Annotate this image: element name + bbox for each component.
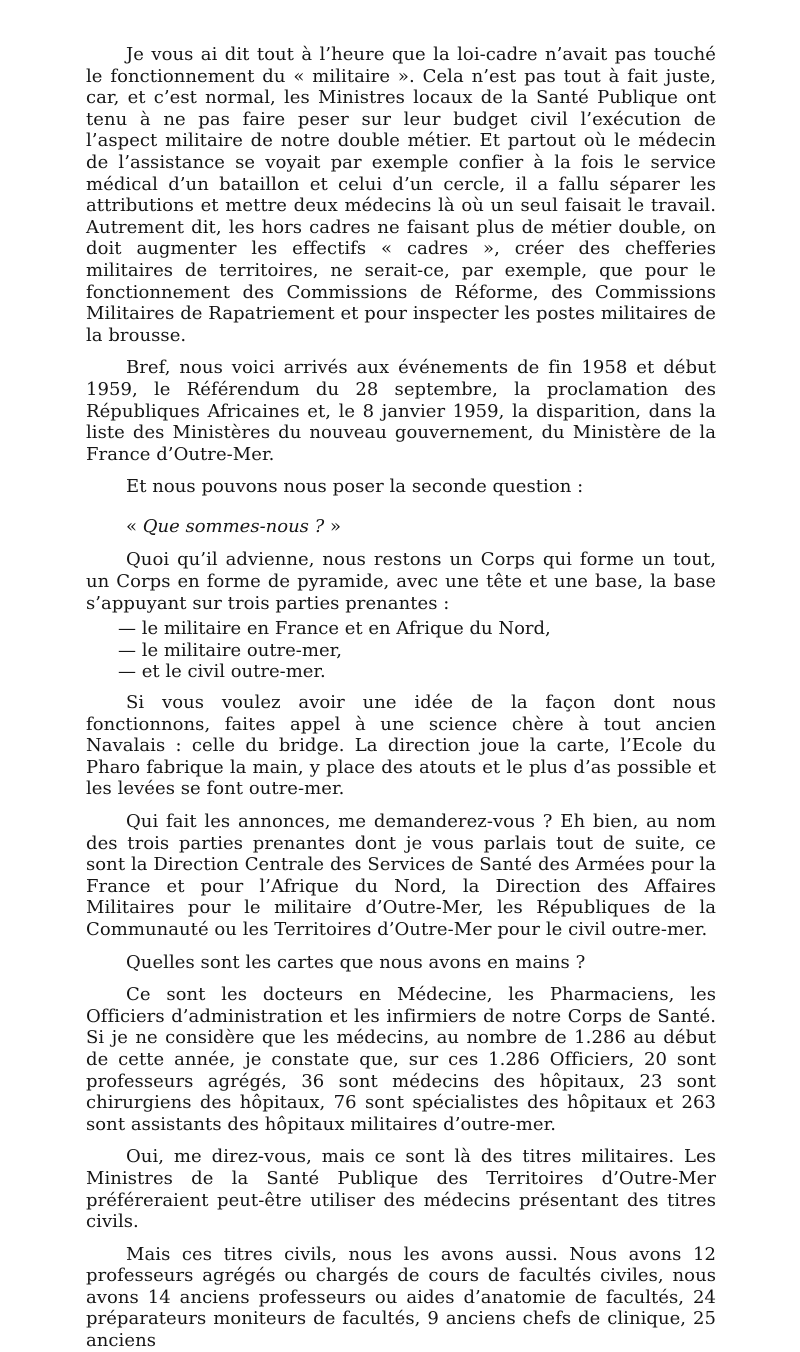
question-close-quote: » — [330, 515, 342, 537]
list-item: — le militaire outre-mer, — [118, 639, 342, 661]
list-item: — le militaire en France et en Afrique du Nord, — [118, 618, 551, 640]
paragraph-titres-civils: Mais ces titres civils, nous les avons aussi. Nous avons 12 professeurs agrégés ou chargés de cours de facultés civiles, nous avons 14 anciens professeurs ou aides d’anatomie de facultés, 24 préparateurs moniteurs de facultés, 9 anciens chefs de clinique, 25 anciens — [86, 1243, 716, 1352]
question-text: Que sommes-nous ? — [142, 515, 325, 537]
paragraph-titres-militaires: Oui, me direz-vous, mais ce sont là des titres militaires. Les Ministres de la Santé Publique des Territoires d’Outre-Mer préféreraient peut-être utiliser des médecins présentant des titres civils. — [86, 1146, 716, 1233]
paragraph-corps-pyramide: Quoi qu’il advienne, nous restons un Corps qui forme un tout, un Corps en forme de pyramide, avec une tête et une base, la base s’appuyant sur trois parties prenantes : — [86, 549, 716, 614]
paragraph-cartes-question: Quelles sont les cartes que nous avons en mains ? — [126, 951, 586, 973]
paragraph-seconde-question: Et nous pouvons nous poser la seconde question : — [126, 476, 584, 498]
paragraph-evenements-1958: Bref, nous voici arrivés aux événements de fin 1958 et début 1959, le Référendum du 28 septembre, la proclamation des Républiques Africaines et, le 8 janvier 1959, la disparition, dans la liste des Ministères du nouveau gouvernement, du Ministère de la France d’Outre-Mer. — [86, 357, 716, 465]
paragraph-loi-cadre: Je vous ai dit tout à l’heure que la loi-cadre n’avait pas touché le fonctionnement du « militaire ». Cela n’est pas tout à fait juste, car, et c’est normal, les Ministres locaux de la Santé Publique ont tenu à ne pas faire peser sur leur budget civil l’exécution de l’aspect militaire de notre double métier. Et partout où le médecin de l’assistance se voyait par exemple confier à la fois le service médical d’un bataillon et celui d’un cercle, il a fallu séparer les attributions et mettre deux médecins là où un seul faisait le travail. Autrement dit, les hors cadres ne faisant plus de métier double, on doit augmenter les effectifs « cadres », créer des chefferies militaires de territoires, ne serait-ce, par exemple, que pour le fonctionnement des Commissions de Réforme, des Commissions Militaires de Rapatriement et pour inspecter les postes militaires de la brousse. — [86, 44, 716, 346]
list-item: — et le civil outre-mer. — [118, 661, 326, 683]
section-question — [126, 516, 716, 538]
paragraph-medecins: Ce sont les docteurs en Médecine, les Pharmaciens, les Officiers d’administration et les infirmiers de notre Corps de Santé. Si je ne considère que les médecins, au nombre de 1.286 au début de cette année, je constate que, sur ces 1.286 Officiers, 20 sont professeurs agrégés, 36 sont médecins des hôpitaux, 23 sont chirurgiens des hôpitaux, 76 sont spécialistes des hôpitaux et 263 sont assistants des hôpitaux militaires d’outre-mer. — [86, 984, 716, 1135]
parties-prenantes-list — [86, 618, 716, 683]
paragraph-bridge: Si vous voulez avoir une idée de la façon dont nous fonctionnons, faites appel à une science chère à tout ancien Navalais : celle du bridge. La direction joue la carte, l’Ecole du Pharo fabrique la main, y place des atouts et le plus d’as possible et les levées se font outre-mer. — [86, 692, 716, 800]
paragraph-annonces: Qui fait les annonces, me demanderez-vous ? Eh bien, au nom des trois parties prenantes dont je vous parlais tout de suite, ce sont la Direction Centrale des Services de Santé des Armées pour la France et pour l’Afrique du Nord, la Direction des Affaires Militaires pour le militaire d’Outre-Mer, les Républiques de la Communauté ou les Territoires d’Outre-Mer pour le civil outre-mer. — [86, 811, 716, 940]
question-open-quote: « — [126, 515, 138, 537]
